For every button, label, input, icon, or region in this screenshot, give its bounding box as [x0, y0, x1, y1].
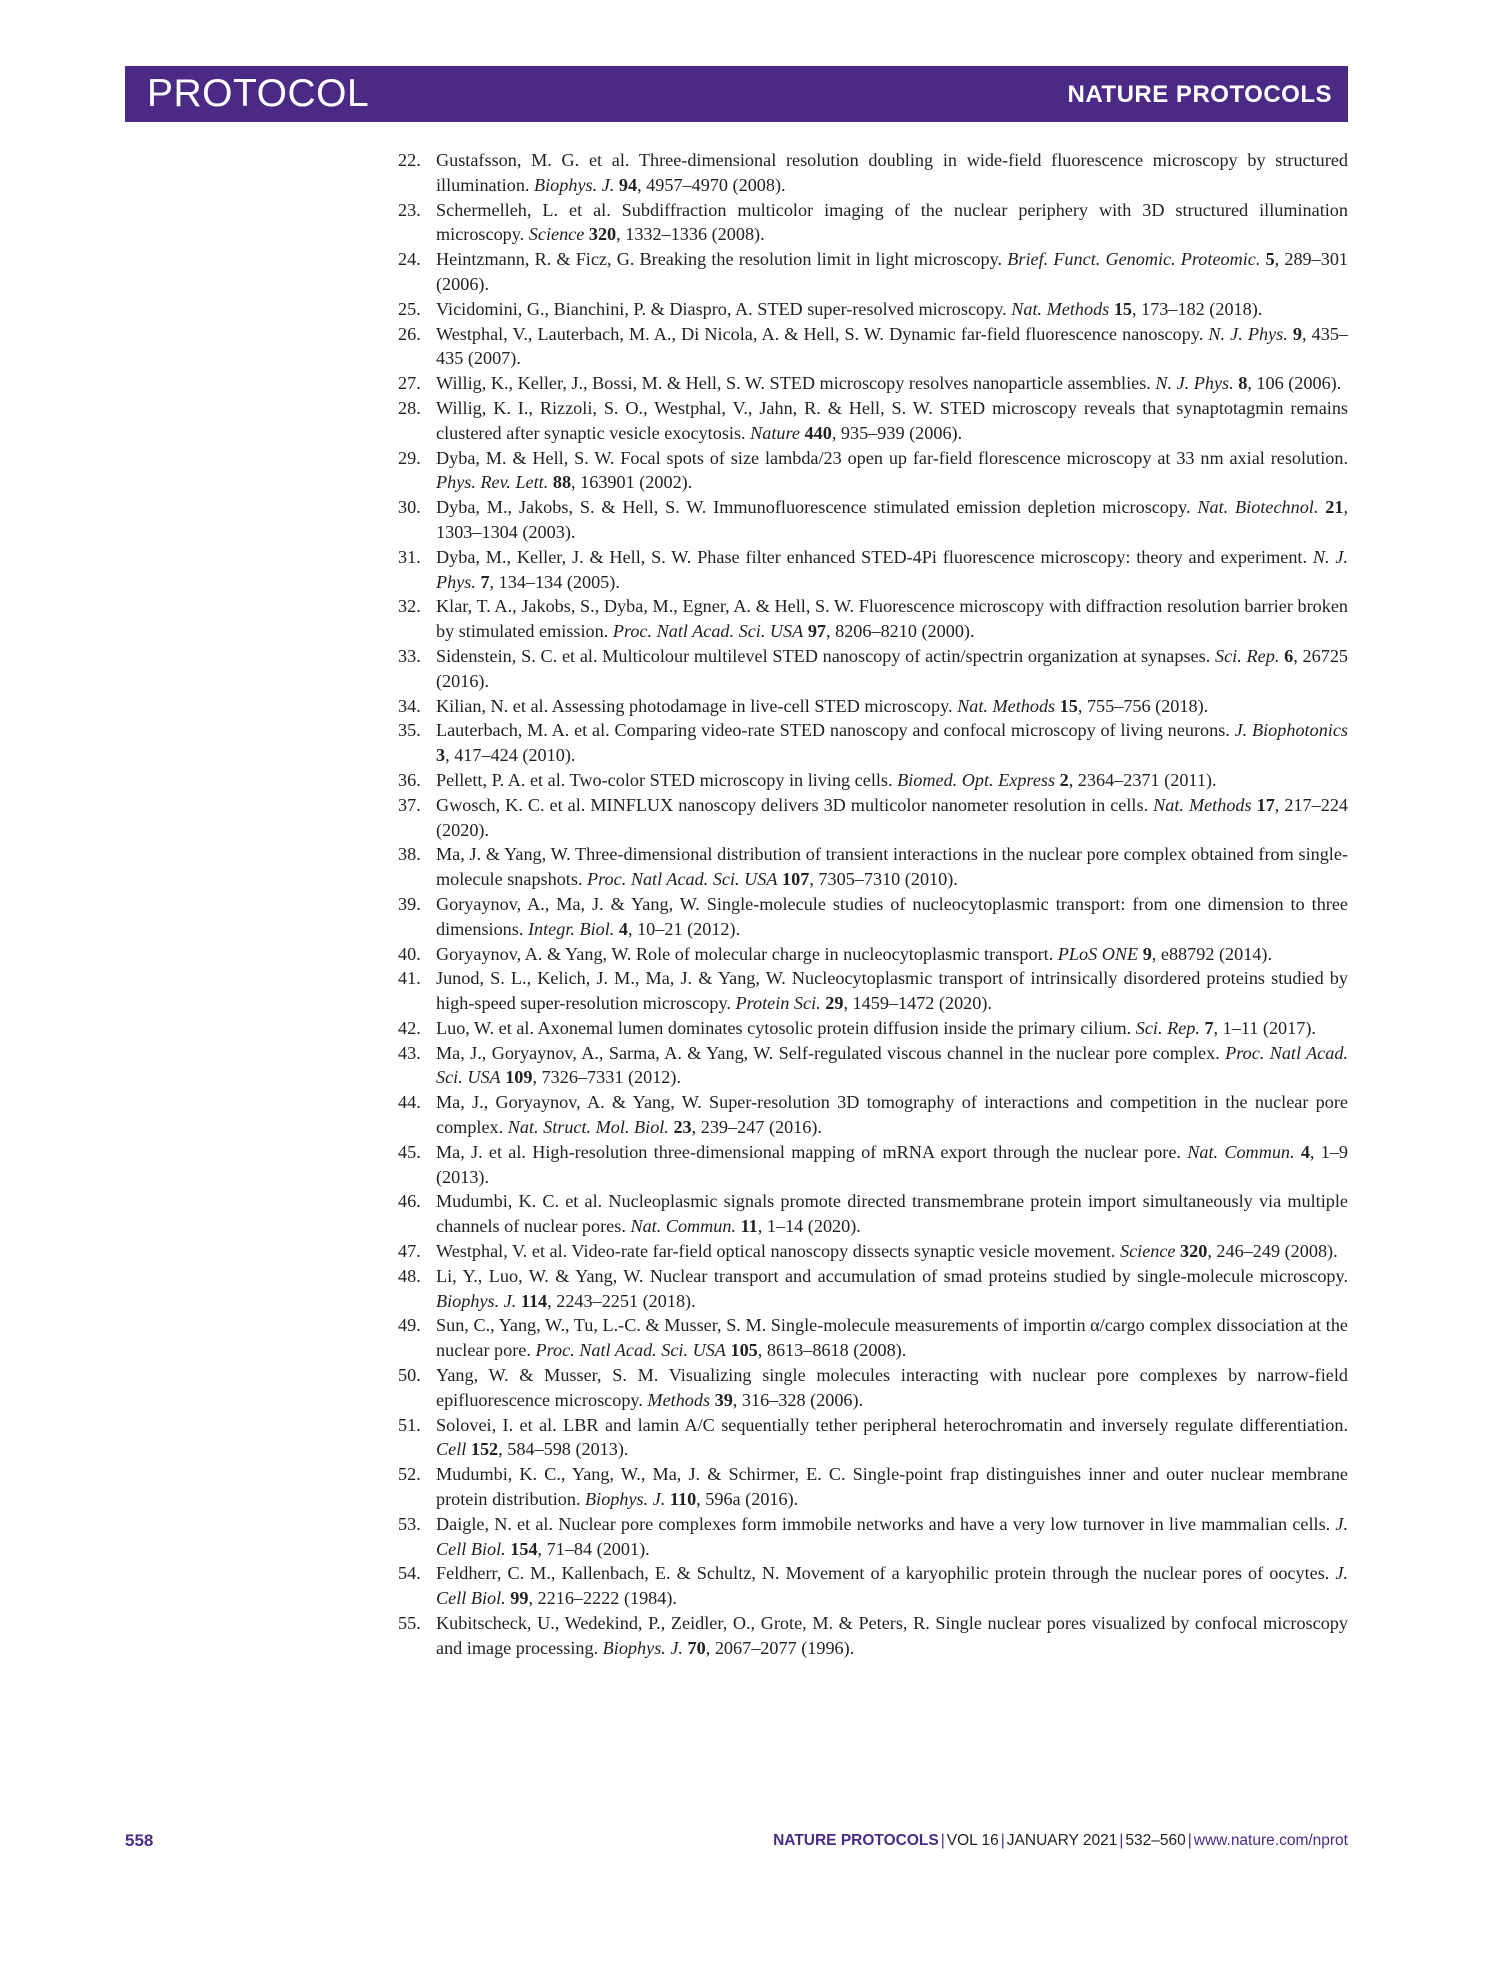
journal-title: Nat. Methods — [1153, 794, 1252, 815]
volume-number: 15 — [1059, 695, 1078, 716]
reference-item — [398, 1413, 1348, 1463]
volume-number: 320 — [588, 224, 617, 245]
reference-segment: , 1303–1304 (2003). — [436, 497, 1349, 542]
reference-segment: , 1459–1472 (2020). — [843, 993, 992, 1014]
reference-number: 45. — [398, 1141, 421, 1162]
volume-number: 70 — [687, 1637, 706, 1658]
reference-text — [436, 1043, 1348, 1088]
reference-segment: , 7326–7331 (2012). — [532, 1067, 682, 1088]
reference-item — [398, 1016, 1348, 1041]
reference-item — [398, 1041, 1348, 1091]
reference-item — [398, 198, 1348, 248]
reference-segment: Kilian, N. et al. Assessing photodamage in live-cell STED microscopy. — [436, 695, 958, 716]
reference-item — [398, 892, 1348, 942]
volume-number: 23 — [673, 1117, 692, 1138]
reference-number: 31. — [398, 546, 421, 567]
reference-segment: Dyba, M., Jakobs, S. & Hell, S. W. Immunofluorescence stimulated emission depletion microscopy. — [436, 497, 1198, 518]
reference-segment: Klar, T. A., Jakobs, S., Dyba, M., Egner, A. & Hell, S. W. Fluorescence microscopy with diffraction resolution barrier broken by stimulated emission. — [436, 596, 1348, 642]
reference-number: 32. — [398, 596, 421, 617]
reference-number: 25. — [398, 298, 421, 319]
footer-citation — [773, 1830, 1348, 1852]
volume-number: 88 — [552, 472, 572, 493]
reference-segment: Heintzmann, R. & Ficz, G. Breaking the resolution limit in light microscopy. — [436, 249, 1008, 270]
reference-item — [398, 1090, 1348, 1140]
reference-text — [436, 1613, 1348, 1658]
journal-title: PLoS ONE — [1057, 943, 1139, 964]
reference-item — [398, 1313, 1348, 1363]
reference-text — [436, 249, 1348, 294]
volume-number: 105 — [730, 1340, 758, 1361]
reference-segment: , 26725 (2016). — [436, 645, 1349, 691]
reference-text — [436, 646, 1348, 691]
footer-volume: VOL 16 — [946, 1832, 999, 1849]
journal-title: Protein Sci. — [735, 993, 821, 1014]
footer-url-link[interactable]: www.nature.com/nprot — [1193, 1832, 1348, 1849]
reference-text — [436, 1142, 1348, 1187]
volume-number: 3 — [436, 745, 446, 766]
reference-segment: , 417–424 (2010). — [445, 745, 576, 766]
journal-title: Science — [528, 224, 585, 245]
reference-text — [436, 844, 1348, 889]
reference-number: 36. — [398, 769, 421, 790]
reference-segment: Junod, S. L., Kelich, J. M., Ma, J. & Yang, W. Nucleocytoplasmic transport of intrinsically disordered proteins studied by high-speed super-resolution microscopy. — [436, 968, 1348, 1014]
journal-title: J. Cell Biol. — [436, 1563, 1348, 1609]
reference-number: 42. — [398, 1017, 421, 1038]
volume-number: 99 — [510, 1588, 529, 1609]
reference-text — [436, 770, 1217, 790]
section-label: PROTOCOL — [147, 72, 370, 115]
reference-text — [436, 398, 1348, 443]
reference-item — [398, 1140, 1348, 1190]
reference-number: 47. — [398, 1241, 421, 1262]
reference-segment: Solovei, I. et al. LBR and lamin A/C sequentially tether peripheral heterochromatin and inversely regulate differentiation. — [436, 1414, 1348, 1435]
reference-text — [436, 373, 1341, 393]
reference-number: 41. — [398, 968, 421, 989]
journal-title: Nat. Struct. Mol. Biol. — [507, 1117, 669, 1138]
journal-title: Nat. Biotechnol. — [1197, 497, 1319, 518]
reference-text — [436, 1018, 1316, 1038]
reference-segment: Westphal, V., Lauterbach, M. A., Di Nicola, A. & Hell, S. W. Dynamic far-field fluorescence nanoscopy. — [436, 323, 1209, 344]
volume-number: 94 — [618, 174, 638, 195]
reference-text — [436, 968, 1348, 1013]
reference-item — [398, 942, 1348, 967]
reference-number: 43. — [398, 1042, 421, 1063]
volume-number: 7 — [1204, 1017, 1214, 1038]
journal-title: Cell — [436, 1439, 467, 1460]
reference-text — [436, 1563, 1348, 1608]
reference-segment: , 4957–4970 (2008). — [637, 174, 786, 195]
reference-segment: , 217–224 (2020). — [436, 794, 1349, 840]
reference-text — [436, 720, 1348, 765]
reference-item — [398, 718, 1348, 768]
reference-segment: Ma, J., Goryaynov, A. & Yang, W. Super-resolution 3D tomography of interactions and competition in the nuclear pore complex. — [436, 1092, 1348, 1138]
reference-segment: , 1–9 (2013). — [436, 1141, 1349, 1187]
reference-segment: , 10–21 (2012). — [627, 918, 741, 939]
reference-item — [398, 842, 1348, 892]
reference-segment: , 71–84 (2001). — [537, 1538, 650, 1559]
reference-item — [398, 1512, 1348, 1562]
reference-segment: , 7305–7310 (2010). — [809, 869, 958, 890]
volume-number: 15 — [1113, 298, 1132, 319]
reference-text — [436, 894, 1348, 939]
reference-item — [398, 966, 1348, 1016]
reference-segment: Willig, K., Keller, J., Bossi, M. & Hell, S. W. STED microscopy resolves nanoparticle assemblies. — [436, 373, 1156, 394]
reference-item — [398, 247, 1348, 297]
journal-title: J. Cell Biol. — [436, 1513, 1348, 1559]
reference-text — [436, 1365, 1348, 1410]
reference-segment: , 8613–8618 (2008). — [757, 1340, 907, 1361]
reference-number: 33. — [398, 645, 421, 666]
reference-number: 24. — [398, 249, 421, 270]
reference-number: 29. — [398, 447, 421, 468]
reference-segment: Gwosch, K. C. et al. MINFLUX nanoscopy delivers 3D multicolor nanometer resolution in cells. — [436, 794, 1154, 815]
volume-number: 440 — [804, 422, 832, 443]
reference-item — [398, 495, 1348, 545]
volume-number: 9 — [1142, 943, 1152, 964]
reference-item — [398, 371, 1348, 396]
reference-segment: Sidenstein, S. C. et al. Multicolour multilevel STED nanoscopy of actin/spectrin organization at synapses. — [436, 645, 1216, 666]
reference-segment: Sun, C., Yang, W., Tu, L.-C. & Musser, S. M. Single-molecule measurements of importin α/cargo complex dissociation at the nuclear pore. — [436, 1315, 1348, 1361]
reference-number: 37. — [398, 794, 421, 815]
journal-title: Proc. Natl Acad. Sci. USA — [587, 869, 778, 890]
volume-number: 8 — [1238, 373, 1248, 394]
reference-segment: Li, Y., Luo, W. & Yang, W. Nuclear transport and accumulation of smad proteins studied by single-molecule microscopy. — [436, 1265, 1348, 1286]
reference-text — [436, 795, 1348, 840]
reference-number: 23. — [398, 199, 421, 220]
reference-number: 53. — [398, 1513, 421, 1534]
volume-number: 4 — [618, 918, 628, 939]
reference-segment: Lauterbach, M. A. et al. Comparing video-rate STED nanoscopy and confocal microscopy of living neurons. — [436, 720, 1235, 741]
reference-number: 28. — [398, 397, 421, 418]
reference-item — [398, 694, 1348, 719]
reference-text — [436, 547, 1348, 592]
journal-name: NATURE PROTOCOLS — [1067, 81, 1332, 108]
reference-text — [436, 1266, 1348, 1311]
reference-segment: Gustafsson, M. G. et al. Three-dimensional resolution doubling in wide-field fluorescence microscopy by structured illumination. — [436, 150, 1348, 195]
reference-item — [398, 793, 1348, 843]
reference-segment: , 173–182 (2018). — [1132, 298, 1263, 319]
footer-separator: | — [940, 1832, 945, 1849]
reference-segment: Goryaynov, A. & Yang, W. Role of molecular charge in nucleocytoplasmic transport. — [436, 943, 1058, 964]
reference-number: 34. — [398, 695, 421, 716]
journal-title: Nature — [750, 422, 800, 443]
reference-text — [436, 1415, 1348, 1460]
volume-number: 5 — [1265, 249, 1275, 270]
volume-number: 17 — [1256, 794, 1275, 815]
volume-number: 107 — [782, 869, 810, 890]
volume-number: 2 — [1059, 769, 1069, 790]
volume-number: 7 — [480, 571, 490, 592]
volume-number: 110 — [669, 1489, 697, 1510]
reference-segment: Schermelleh, L. et al. Subdiffraction multicolor imaging of the nuclear periphery with 3D structured illumination microscopy. — [436, 199, 1348, 245]
journal-title: Nat. Methods — [1011, 298, 1110, 319]
reference-number: 39. — [398, 893, 421, 914]
reference-item — [398, 1462, 1348, 1512]
reference-number: 54. — [398, 1563, 421, 1584]
reference-text — [436, 696, 1208, 716]
footer-journal: NATURE PROTOCOLS — [773, 1832, 939, 1849]
reference-item — [398, 768, 1348, 793]
footer-separator: | — [1000, 1832, 1005, 1849]
reference-number: 51. — [398, 1414, 421, 1435]
journal-title: Biomed. Opt. Express — [897, 769, 1056, 790]
reference-text — [436, 1464, 1348, 1509]
journal-title: Integr. Biol. — [527, 918, 615, 939]
volume-number: 39 — [714, 1389, 733, 1410]
reference-number: 26. — [398, 323, 421, 344]
reference-number: 52. — [398, 1464, 421, 1485]
reference-segment: , 134–134 (2005). — [489, 571, 620, 592]
journal-title: Proc. Natl Acad. Sci. USA — [436, 1042, 1348, 1088]
reference-segment: Mudumbi, K. C. et al. Nucleoplasmic signals promote directed transmembrane protein import simultaneously via multiple channels of nuclear pores. — [436, 1191, 1348, 1237]
reference-segment: Daigle, N. et al. Nuclear pore complexes form immobile networks and have a very low turnover in live mammalian cells. — [436, 1513, 1336, 1534]
reference-segment: Dyba, M. & Hell, S. W. Focal spots of size lambda/23 open up far-field florescence microscopy at 33 nm axial resolution. — [436, 447, 1348, 468]
reference-segment: Ma, J. et al. High-resolution three-dimensional mapping of mRNA export through the nuclear pore. — [436, 1141, 1188, 1162]
journal-title: Brief. Funct. Genomic. Proteomic. — [1007, 249, 1261, 270]
reference-item — [398, 545, 1348, 595]
reference-item — [398, 1189, 1348, 1239]
reference-item — [398, 1561, 1348, 1611]
reference-item — [398, 396, 1348, 446]
reference-segment: , 289–301 (2006). — [436, 249, 1349, 294]
journal-title: Nat. Commun. — [630, 1216, 737, 1237]
journal-title: Proc. Natl Acad. Sci. USA — [612, 621, 804, 642]
reference-segment: Yang, W. & Musser, S. M. Visualizing single molecules interacting with nuclear pore complexes by narrow-field epifluorescence microscopy. — [436, 1365, 1348, 1410]
reference-segment: , 2243–2251 (2018). — [547, 1290, 696, 1311]
reference-text — [436, 1092, 1348, 1137]
reference-segment: , 239–247 (2016). — [691, 1117, 822, 1138]
reference-text — [436, 596, 1348, 641]
reference-item — [398, 446, 1348, 496]
reference-number: 35. — [398, 720, 421, 741]
reference-segment: , 2216–2222 (1984). — [528, 1588, 677, 1609]
reference-segment: , 935–939 (2006). — [831, 422, 963, 443]
volume-number: 29 — [825, 993, 844, 1014]
journal-title: N. J. Phys. — [1155, 373, 1234, 394]
reference-segment: Ma, J., Goryaynov, A., Sarma, A. & Yang, W. Self-regulated viscous channel in the nuclear pore complex. — [436, 1042, 1226, 1063]
reference-segment: , 2364–2371 (2011). — [1068, 769, 1217, 790]
reference-segment: , e88792 (2014). — [1151, 943, 1272, 964]
reference-number: 40. — [398, 943, 421, 964]
reference-segment: , 1–11 (2017). — [1213, 1017, 1316, 1038]
reference-segment: , 755–756 (2018). — [1077, 695, 1209, 716]
reference-text — [436, 324, 1348, 369]
volume-number: 97 — [807, 621, 826, 642]
journal-title: N. J. Phys. — [436, 546, 1348, 592]
volume-number: 154 — [510, 1538, 538, 1559]
footer-separator: | — [1119, 1832, 1124, 1849]
reference-segment: Ma, J. & Yang, W. Three-dimensional distribution of transient interactions in the nuclear pore complex obtained from single-molecule snapshots. — [436, 844, 1348, 890]
reference-text — [436, 448, 1348, 493]
journal-title: Nat. Commun. — [1187, 1141, 1295, 1162]
reference-number: 55. — [398, 1613, 421, 1634]
reference-number: 46. — [398, 1191, 421, 1212]
reference-item — [398, 594, 1348, 644]
reference-number: 30. — [398, 497, 421, 518]
reference-number: 48. — [398, 1265, 421, 1286]
reference-item — [398, 1363, 1348, 1413]
reference-number: 27. — [398, 373, 421, 394]
journal-title: Biophys. J. — [534, 174, 615, 195]
reference-item — [398, 148, 1348, 198]
reference-text — [436, 150, 1348, 195]
reference-number: 38. — [398, 844, 421, 865]
reference-number: 44. — [398, 1092, 421, 1113]
reference-list — [398, 148, 1348, 1661]
journal-title: Sci. Rep. — [1215, 645, 1280, 666]
reference-segment: Feldherr, C. M., Kallenbach, E. & Schultz, N. Movement of a karyophilic protein through the nuclear pores of oocytes. — [436, 1563, 1336, 1584]
reference-item — [398, 322, 1348, 372]
footer-separator: | — [1187, 1832, 1192, 1849]
journal-title: Sci. Rep. — [1135, 1017, 1200, 1038]
journal-title: Proc. Natl Acad. Sci. USA — [535, 1340, 726, 1361]
reference-text — [436, 299, 1262, 319]
reference-segment: Pellett, P. A. et al. Two-color STED microscopy in living cells. — [436, 769, 898, 790]
reference-segment: Kubitscheck, U., Wedekind, P., Zeidler, O., Grote, M. & Peters, R. Single nuclear pores visualized by confocal microscopy and image processing. — [436, 1613, 1348, 1658]
volume-number: 9 — [1292, 323, 1302, 344]
reference-segment: , 106 (2006). — [1247, 373, 1342, 394]
reference-segment: , 435–435 (2007). — [436, 323, 1349, 369]
journal-title: Phys. Rev. Lett. — [436, 472, 549, 493]
reference-text — [436, 497, 1348, 542]
reference-number: 49. — [398, 1315, 421, 1336]
reference-text — [436, 944, 1272, 964]
reference-segment: , 246–249 (2008). — [1207, 1241, 1338, 1262]
reference-segment: , 584–598 (2013). — [498, 1439, 629, 1460]
reference-number: 22. — [398, 150, 421, 170]
reference-segment: Goryaynov, A., Ma, J. & Yang, W. Single-molecule studies of nucleocytoplasmic transport: from one dimension to three dimensions. — [436, 893, 1348, 939]
journal-title: Biophys. J. — [602, 1637, 683, 1658]
reference-item — [398, 1239, 1348, 1264]
page-number: 558 — [125, 1831, 154, 1850]
reference-segment: , 8206–8210 (2000). — [826, 621, 975, 642]
volume-number: 4 — [1300, 1141, 1310, 1162]
reference-segment: , 163901 (2002). — [571, 472, 693, 493]
reference-segment: Dyba, M., Keller, J. & Hell, S. W. Phase filter enhanced STED-4Pi fluorescence microscopy: theory and experiment. — [436, 546, 1313, 567]
reference-segment: Westphal, V. et al. Video-rate far-field optical nanoscopy dissects synaptic vesicle movement. — [436, 1241, 1120, 1262]
reference-item — [398, 644, 1348, 694]
journal-title: N. J. Phys. — [1208, 323, 1288, 344]
journal-title: Science — [1119, 1241, 1176, 1262]
journal-title: Methods — [647, 1389, 711, 1410]
reference-text — [436, 1191, 1348, 1236]
volume-number: 11 — [740, 1216, 758, 1237]
footer-date: JANUARY 2021 — [1006, 1832, 1118, 1849]
volume-number: 6 — [1284, 645, 1294, 666]
reference-segment: , 2067–2077 (1996). — [705, 1637, 855, 1658]
reference-segment: Vicidomini, G., Bianchini, P. & Diaspro, A. STED super-resolved microscopy. — [436, 298, 1012, 319]
reference-segment: Mudumbi, K. C., Yang, W., Ma, J. & Schirmer, E. C. Single-point frap distinguishes inner and outer nuclear membrane protein distribution. — [436, 1464, 1348, 1510]
reference-segment: , 316–328 (2006). — [732, 1389, 864, 1410]
reference-segment: , 596a (2016). — [696, 1489, 799, 1510]
volume-number: 152 — [470, 1439, 499, 1460]
reference-item — [398, 1264, 1348, 1314]
reference-segment: Luo, W. et al. Axonemal lumen dominates cytosolic protein diffusion inside the primary cilium. — [436, 1017, 1136, 1038]
reference-segment: Willig, K. I., Rizzoli, S. O., Westphal, V., Jahn, R. & Hell, S. W. STED microscopy reveals that synaptotagmin remains clustered after synaptic vesicle exocytosis. — [436, 397, 1348, 443]
footer-pages: 532–560 — [1125, 1832, 1186, 1849]
volume-number: 21 — [1325, 497, 1344, 518]
journal-title: Biophys. J. — [436, 1290, 517, 1311]
reference-text — [436, 1241, 1338, 1261]
reference-item — [398, 297, 1348, 322]
journal-title: J. Biophotonics — [1234, 720, 1348, 741]
reference-segment: , 1332–1336 (2008). — [616, 224, 765, 245]
reference-text — [436, 1514, 1348, 1559]
reference-text — [436, 1315, 1348, 1360]
header-bar — [125, 66, 1348, 122]
journal-title: Nat. Methods — [957, 695, 1056, 716]
reference-item — [398, 1611, 1348, 1661]
volume-number: 114 — [520, 1290, 548, 1311]
reference-number: 50. — [398, 1365, 421, 1386]
journal-title: Biophys. J. — [585, 1489, 666, 1510]
reference-text — [436, 200, 1348, 245]
reference-segment: , 1–14 (2020). — [757, 1216, 861, 1237]
volume-number: 109 — [505, 1067, 533, 1088]
volume-number: 320 — [1180, 1241, 1208, 1262]
